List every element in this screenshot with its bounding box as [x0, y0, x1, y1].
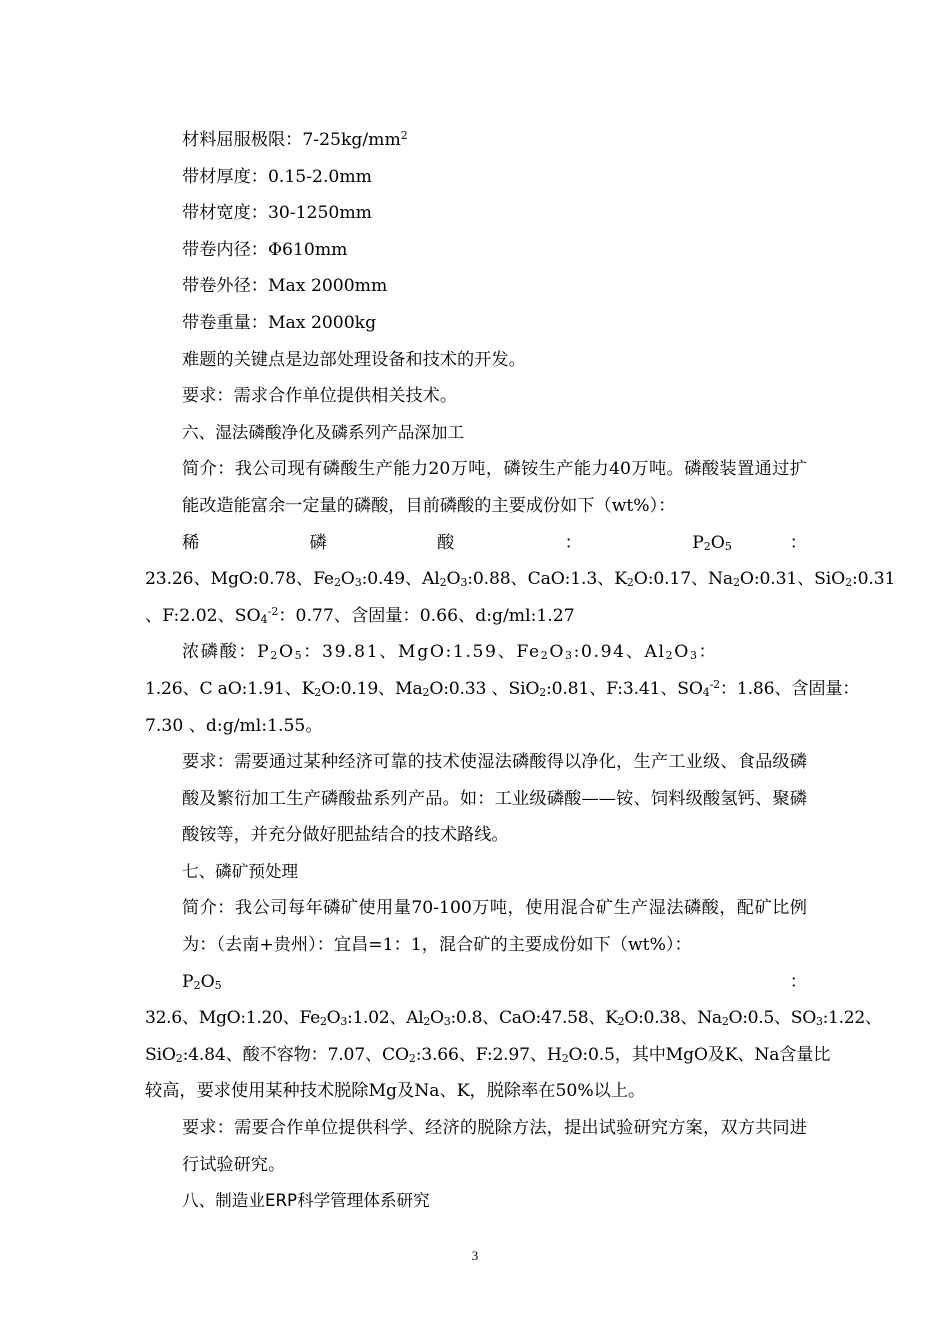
section7-intro: 简介：我公司每年磷矿使用量70-100万吨，使用混合矿生产湿法磷酸，配矿比例为：（去南+贵州）：宜昌=1：1，混合矿的主要成份如下（wt%）： — [182, 898, 807, 956]
dilute-acid-line2: 23.26、MgO:0.78、$Fe_2O_3:0.49$、$Al_2O_3:0.88$、CaO:1.3、$K_2O:0.17$、$Na_2O:0.31$、SiO$_2$:0.31 — [145, 569, 896, 590]
spec-thickness: 带材厚度：0.15-2.0mm — [182, 166, 372, 187]
section6-intro: 简介：我公司现有磷酸生产能力20万吨，磷铵生产能力40万吨。磷酸装置通过扩能改造能富余一定量的磷酸，目前磷酸的主要成份如下（wt%）： — [182, 459, 807, 516]
ore-composition-line2: 32.6、MgO:1.20、$Fe_2O_3:1.02$、$Al_2O_3:0.8$、CaO:47.58、$K_2O:0.38$、$Na_2O:0.5$、$SO_3:1.22$、 — [145, 1008, 882, 1029]
spec-yield-limit: 材料屈服极限：$7-25kg/mm^2$ — [182, 129, 408, 150]
conc-acid-line2: 1.26、C aO:1.91、$K_2O:0.19$、$Ma_2O:0.33$ 、SiO$_2$:0.81、F:3.41、$SO_4^{-2}$：1.86、含固量： — [145, 677, 860, 699]
conc-acid-line3: 7.30 、d:g/ml:1.55。 — [145, 715, 323, 736]
conc-acid-line1: 浓磷酸：$P_2O_5$：39.81、MgO:1.59、$Fe_2O_3:0.94$、$Al_2O_3$： — [182, 642, 718, 663]
page-content — [145, 122, 896, 1220]
dilute-acid-line3: 、F:2.02、$SO_4^{-2}$：0.77、含固量：0.66、d:g/ml:1.27 — [145, 604, 575, 626]
section7-heading: 七、磷矿预处理 — [182, 861, 299, 881]
page-number: 3 — [471, 1248, 479, 1263]
spec-weight: 带卷重量：Max 2000kg — [182, 312, 377, 333]
section6-requirement: 要求：需要通过某种经济可靠的技术使湿法磷酸得以净化，生产工业级、食品级磷酸及繁衍加工生产磷酸盐系列产品。如：工业级磷酸——铵、饲料级酸氢钙、聚磷酸铵等，并充分做好肥盐结合的技术路线。 — [182, 752, 807, 846]
spec-width: 带材宽度：30-1250mm — [182, 203, 372, 224]
section7-requirement: 要求：需要合作单位提供科学、经济的脱除方法，提出试验研究方案，双方共同进行试验研究。 — [182, 1118, 807, 1175]
dilute-acid-line1: 稀 磷 酸 ： $P_2O_5$ ： — [182, 532, 807, 553]
ore-composition-line3: SiO$_2$:4.84、酸不容物：7.07、$CO_2:3.66$、F:2.97、$H_2O:0.5$，其中MgO及K、Na含量比 — [145, 1044, 831, 1065]
spec-inner-diameter: 带卷内径：Φ610mm — [182, 239, 348, 260]
ore-p2o5-line: $P_2O_5$ ： — [182, 971, 807, 992]
section5-requirement: 要求：需求合作单位提供相关技术。 — [182, 386, 458, 407]
difficulty-note: 难题的关键点是边部处理设备和技术的开发。 — [182, 349, 526, 370]
section6-heading: 六、湿法磷酸净化及磷系列产品深加工 — [182, 422, 465, 442]
spec-outer-diameter: 带卷外径：Max 2000mm — [182, 276, 388, 297]
ore-composition-line4: 较高，要求使用某种技术脱除Mg及Na、K，脱除率在50%以上。 — [145, 1081, 646, 1102]
section8-heading: 八、制造业ERP科学管理体系研究 — [182, 1191, 430, 1211]
